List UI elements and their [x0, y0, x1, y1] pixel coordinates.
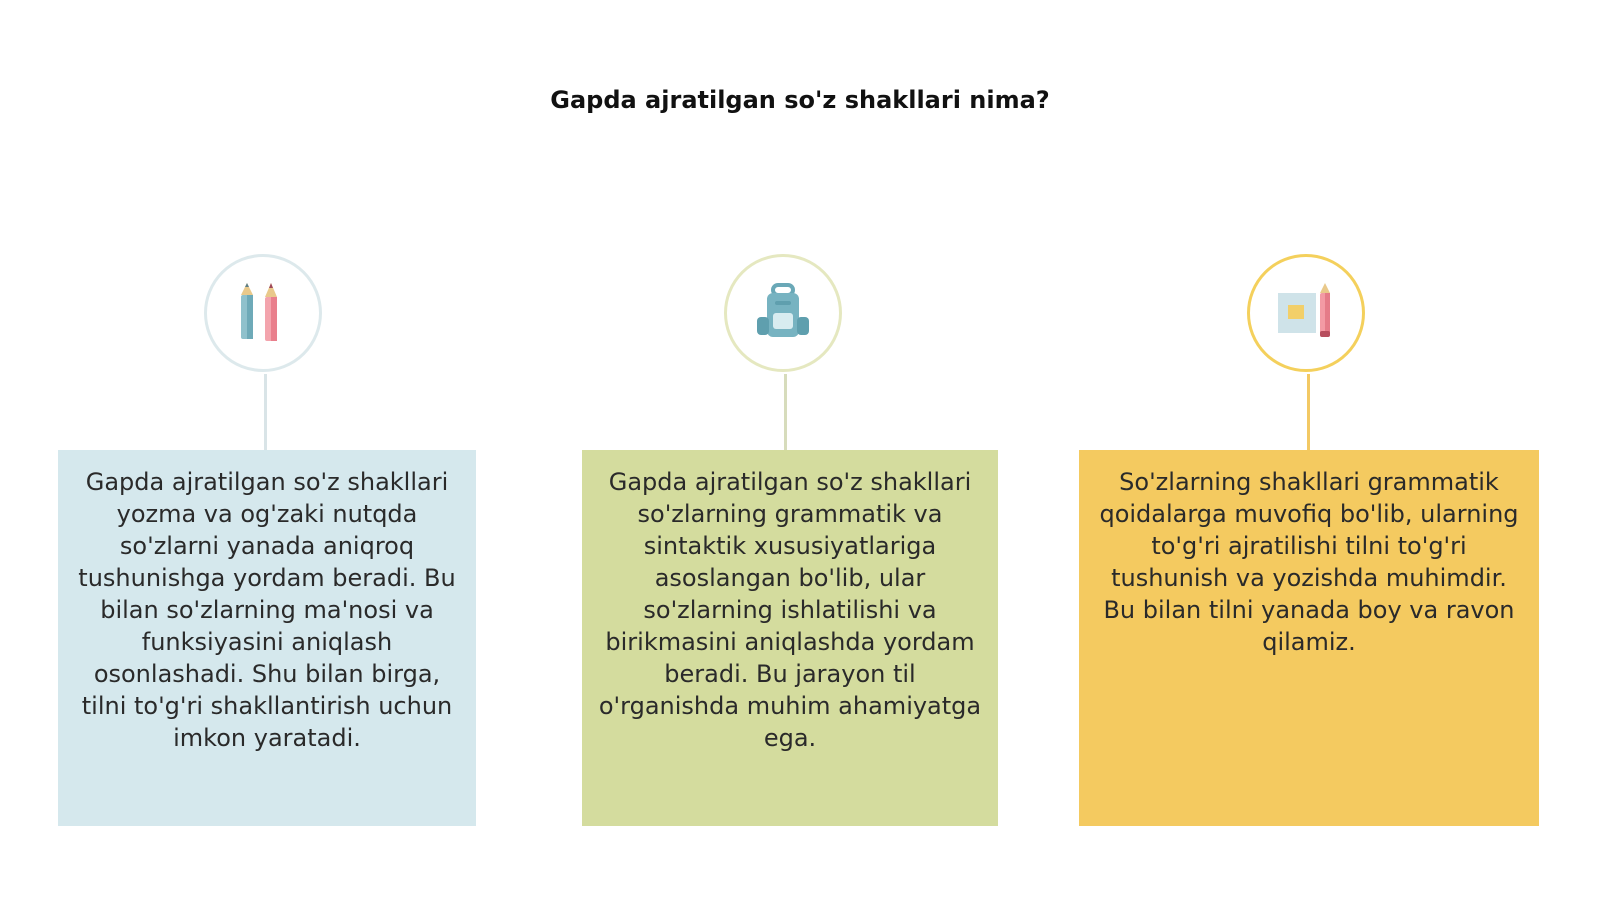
info-card: [58, 450, 476, 826]
card-text: Gapda ajratilgan so'z shakllari so'zlarning grammatik va sintaktik xususiyatlariga asoslangan bo'lib, ular so'zlarning ishlatilishi va birikmasini aniqlashda yordam beradi. Bu jarayon til o'rganishda muhim ahamiyatga ega.: [598, 468, 982, 752]
connector-line: [784, 374, 787, 450]
page-title: Gapda ajratilgan so'z shakllari nima?: [550, 86, 1050, 114]
notebook-pencil-icon-circle: [1247, 254, 1365, 372]
card-text: So'zlarning shakllari grammatik qoidalarga muvofiq bo'lib, ularning to'g'ri ajratilishi tilni to'g'ri tushunish va yozishda muhimdir. Bu bilan tilni yanada boy va ravon qilamiz.: [1099, 468, 1519, 656]
card-text: Gapda ajratilgan so'z shakllari yozma va og'zaki nutqda so'zlarni yanada aniqroq tushunishga yordam beradi. Bu bilan so'zlarning ma'nosi va funksiyasini aniqlash osonlashadi. Shu bilan birga, tilni to'g'ri shakllantirish uchun imkon yaratadi.: [78, 468, 456, 752]
pencils-icon-circle: [204, 254, 322, 372]
pencils-icon: [233, 281, 293, 345]
connector-line: [264, 374, 267, 450]
connector-line: [1307, 374, 1310, 450]
backpack-icon-circle: [724, 254, 842, 372]
info-card: [1079, 450, 1539, 826]
info-card: [582, 450, 998, 826]
notebook-pencil-icon: [1274, 283, 1338, 343]
backpack-icon: [753, 283, 813, 343]
